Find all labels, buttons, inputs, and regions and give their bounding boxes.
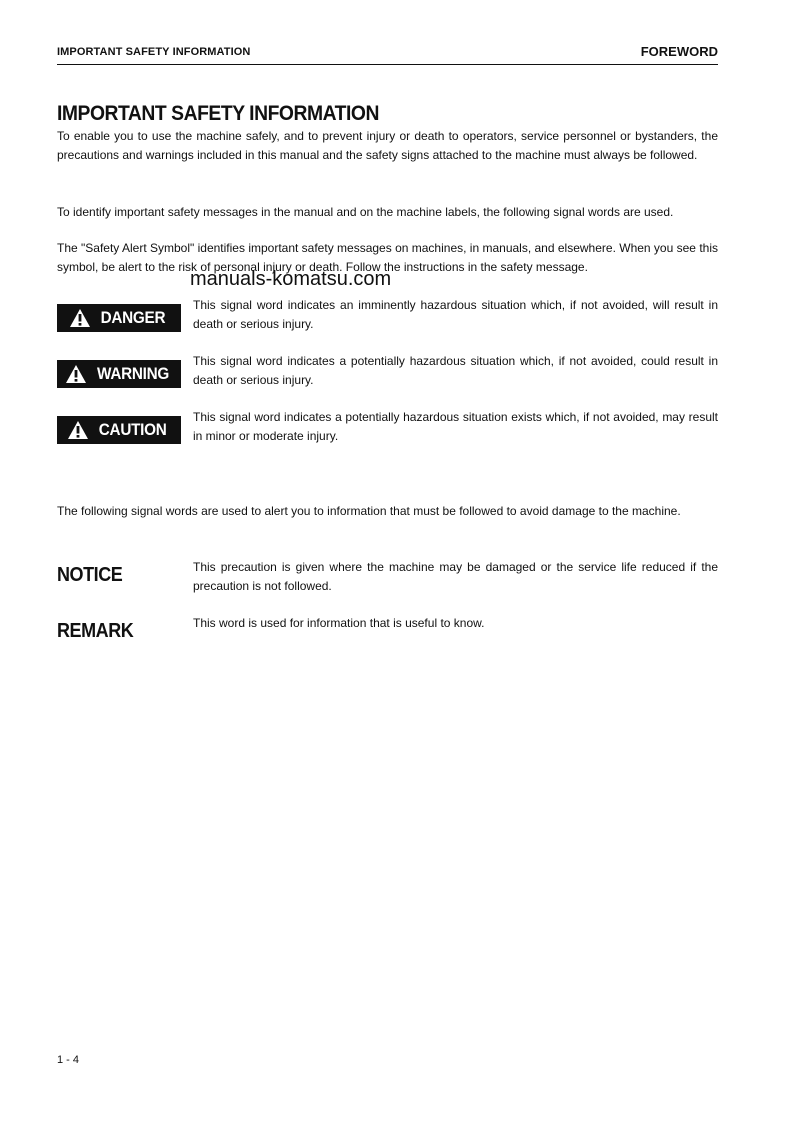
header-divider <box>57 64 718 65</box>
warning-signal-label <box>57 360 181 388</box>
warning-word: WARNING <box>96 364 170 383</box>
danger-signal-label <box>57 304 181 332</box>
page-title: IMPORTANT SAFETY INFORMATION <box>57 102 379 125</box>
warning-triangle-icon <box>69 308 91 328</box>
remark-description: This word is used for information that is useful to know. <box>193 616 485 630</box>
warning-description: This signal word indicates a potentially hazardous situation which, if not avoided, could result in death or serious injury. <box>193 354 718 387</box>
warning-triangle-icon <box>67 420 89 440</box>
notice-word: NOTICE <box>57 564 123 586</box>
remark-word: REMARK <box>57 620 134 642</box>
signal-words-paragraph: To identify important safety messages in the manual and on the machine labels, the following signal words are used. <box>57 205 674 219</box>
running-header-chapter: FOREWORD <box>640 44 718 59</box>
intro-paragraph: To enable you to use the machine safely, and to prevent injury or death to operators, service personnel or bystanders, the precautions and warnings included in this manual and the safety signs attached to the machine must always be followed. <box>57 129 718 162</box>
alert-symbol-paragraph: The "Safety Alert Symbol" identifies important safety messages on machines, in manuals, and elsewhere. When you see this symbol, be alert to the risk of personal injury or death. Follow the instructions in the safety message. <box>57 241 718 274</box>
caution-signal-label <box>57 416 181 444</box>
notice-description: This precaution is given where the machine may be damaged or the service life reduced if the precaution is not followed. <box>193 560 718 593</box>
page-number: 1 - 4 <box>57 1054 80 1066</box>
warning-triangle-icon <box>65 364 87 384</box>
danger-word: DANGER <box>100 308 166 327</box>
watermark: manuals-komatsu.com <box>190 268 392 290</box>
danger-description: This signal word indicates an imminently hazardous situation which, if not avoided, will result in death or serious injury. <box>193 298 718 331</box>
caution-description: This signal word indicates a potentially hazardous situation exists which, if not avoided, may result in minor or moderate injury. <box>193 410 718 443</box>
caution-word: CAUTION <box>99 420 167 439</box>
running-header-section: IMPORTANT SAFETY INFORMATION <box>57 46 251 58</box>
damage-paragraph: The following signal words are used to alert you to information that must be followed to avoid damage to the machine. <box>57 504 681 518</box>
